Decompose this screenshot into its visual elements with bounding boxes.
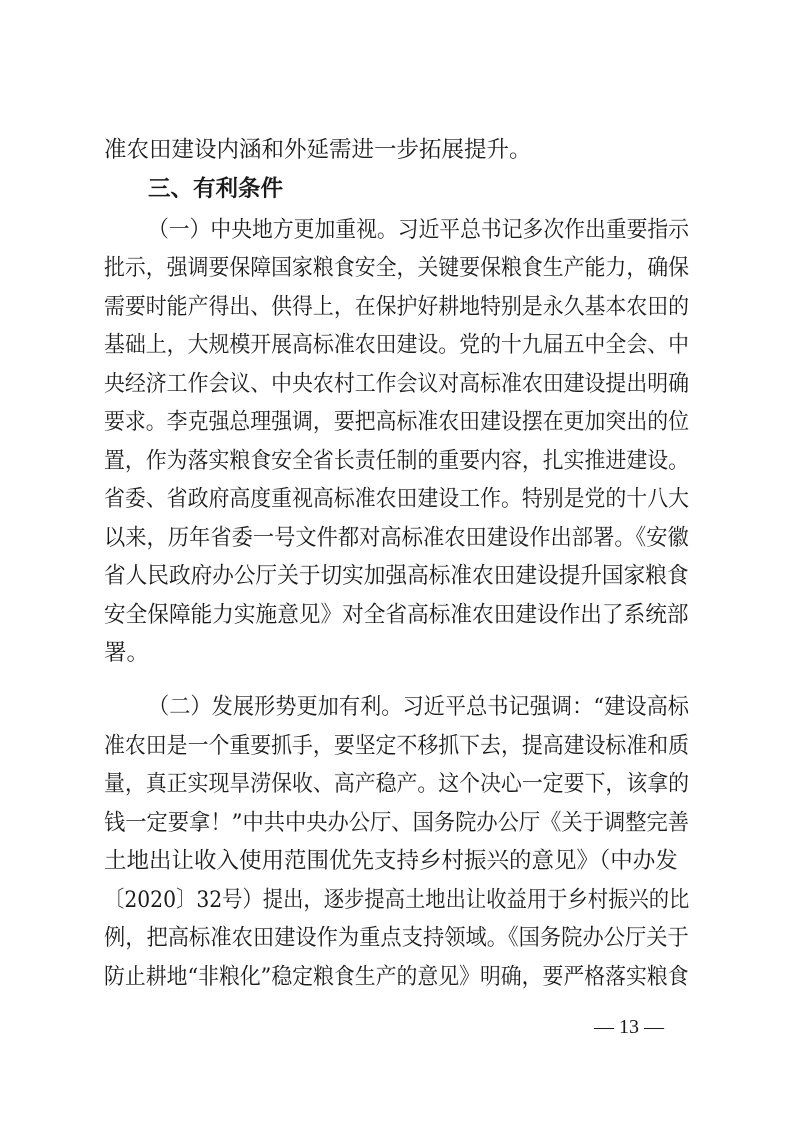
body-text-line: 量，真正实现旱涝保收、高产稳产。这个决心一定要下，该拿的 xyxy=(104,771,690,797)
body-text-line: 央经济工作会议、中央农村工作会议对高标准农田建设提出明确 xyxy=(104,371,690,397)
body-text-line: 置，作为落实粮食安全省长责任制的重要内容，扎实推进建设。 xyxy=(104,448,690,474)
body-text-line: 署。 xyxy=(104,640,150,666)
body-text-line: 安全保障能力实施意见》对全省高标准农田建设作出了系统部 xyxy=(104,602,689,628)
body-text-line: 省委、省政府高度重视高标准农田建设工作。特别是党的十八大 xyxy=(104,486,690,512)
body-text-line: 以来，历年省委一号文件都对高标准农田建设作出部署。《安徽 xyxy=(104,525,689,551)
body-text-line: 准农田建设内涵和外延需进一步拓展提升。 xyxy=(104,137,532,163)
body-text-line: 防止耕地“非粮化”稳定粮食生产的意见》明确，要严格落实粮食 xyxy=(104,964,689,990)
body-text-line: 〔2020〕32号）提出，逐步提高土地出让收益用于乡村振兴的比 xyxy=(104,887,690,913)
body-text-line: 基础上，大规模开展高标准农田建设。党的十九届五中全会、中 xyxy=(104,332,690,358)
body-text-line: 土地出让收入使用范围优先支持乡村振兴的意见》（中办发 xyxy=(104,848,678,874)
body-text-line: 需要时能产得出、供得上，在保护好耕地特别是永久基本农田的 xyxy=(104,294,690,320)
body-text-line: 准农田是一个重要抓手，要坚定不移抓下去，提高建设标准和质 xyxy=(104,733,690,759)
section-heading: 三、有利条件 xyxy=(148,176,284,202)
body-text-line: 例，把高标准农田建设作为重点支持领域。《国务院办公厅关于 xyxy=(104,925,689,951)
body-text-line: 钱一定要拿！”中共中央办公厅、国务院办公厅《关于调整完善 xyxy=(104,810,690,836)
body-text-line: 批示，强调要保障国家粮食安全，关键要保粮食生产能力，确保 xyxy=(104,255,690,281)
body-text-line: （一）中央地方更加重视。习近平总书记多次作出重要指示 xyxy=(148,217,690,243)
page-number: — 13 — xyxy=(594,1016,664,1038)
body-text-line: 要求。李克强总理强调，要把高标准农田建设摆在更加突出的位 xyxy=(104,409,690,435)
body-text-line: （二）发展形势更加有利。习近平总书记强调：“建设高标 xyxy=(148,694,690,720)
body-text-line: 省人民政府办公厅关于切实加强高标准农田建设提升国家粮食 xyxy=(104,563,689,589)
